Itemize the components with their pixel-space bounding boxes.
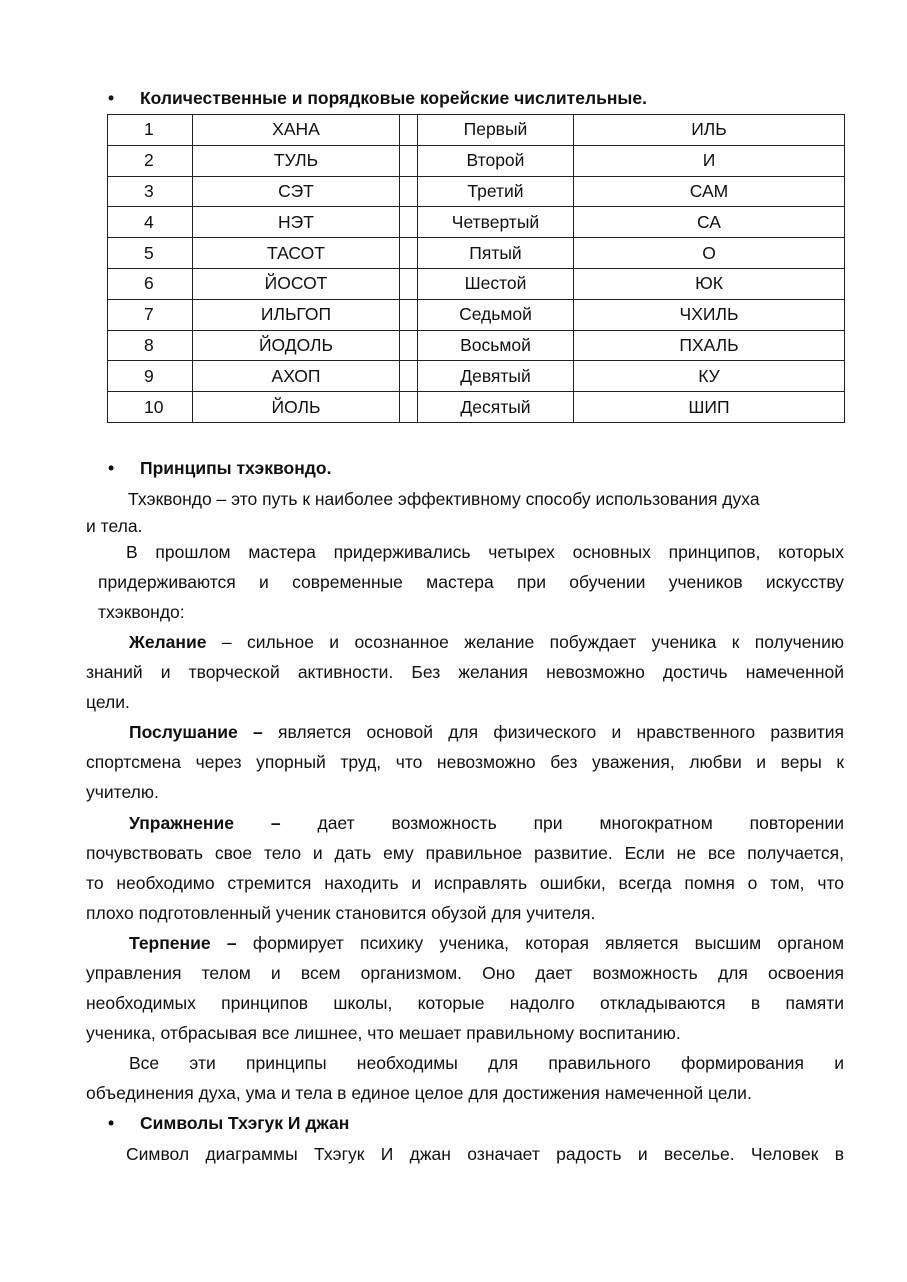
text-line: знаний и творческой активности. Без желания невозможно достичь намеченной [86,662,844,682]
cell-number: 8 [108,330,193,361]
cell-spacer [400,176,418,207]
text-line: В прошлом мастера придерживались четырех основных принципов, которых [126,542,844,562]
cell-korean: СЭТ [193,176,400,207]
heading-text: Количественные и порядковые корейские числительные. [140,88,647,108]
intro-paragraph [86,484,846,541]
past-paragraph [98,537,844,627]
cell-sino: ШИП [574,392,845,423]
cell-sino: СА [574,207,845,238]
text-span: дает возможность при многократном повторении [280,813,845,833]
cell-korean: ЙОЛЬ [193,392,400,423]
cell-ordinal: Пятый [418,238,574,269]
table-row [108,361,845,392]
text-line: и тела. [86,516,143,536]
cell-number: 6 [108,268,193,299]
table-row [108,330,845,361]
cell-ordinal: Седьмой [418,299,574,330]
bullet-icon: • [108,458,115,478]
cell-korean: ТУЛЬ [193,145,400,176]
cell-number: 4 [108,207,193,238]
cell-ordinal: Третий [418,176,574,207]
cell-sino: О [574,238,845,269]
cell-ordinal: Восьмой [418,330,574,361]
cell-number: 5 [108,238,193,269]
text-line: ученика, отбрасывая все лишнее, что мешает правильному воспитанию. [86,1023,681,1043]
cell-ordinal: Шестой [418,268,574,299]
cell-korean: ЙОСОТ [193,268,400,299]
bullet-icon: • [108,1113,115,1133]
cell-korean: НЭТ [193,207,400,238]
heading-text: Символы Тхэгук И джан [140,1113,350,1133]
text-line: спортсмена через упорный труд, что невозможно без уважения, любви и веры к [86,752,844,772]
cell-korean: АХОП [193,361,400,392]
cell-spacer [400,268,418,299]
text-line: объединения духа, ума и тела в единое целое для достижения намеченной цели. [86,1083,752,1103]
text-line: Тхэквондо – это путь к наиболее эффективному способу использования духа [128,489,760,509]
cell-ordinal: Девятый [418,361,574,392]
principle-obedience [86,717,844,807]
text-line: цели. [86,692,130,712]
cell-spacer [400,361,418,392]
cell-korean: ЙОДОЛЬ [193,330,400,361]
cell-korean: ХАНА [193,115,400,146]
cell-ordinal: Десятый [418,392,574,423]
cell-ordinal: Первый [418,115,574,146]
cell-sino: ЧХИЛЬ [574,299,845,330]
text-span: является основой для физического и нравственного развития [262,722,844,742]
cell-sino: ЮК [574,268,845,299]
cell-sino: ИЛЬ [574,115,845,146]
cell-spacer [400,145,418,176]
text-line: необходимых принципов школы, которые надолго откладываются в памяти [86,993,844,1013]
text-line: тхэквондо: [98,602,185,622]
principle-patience [86,928,844,1048]
table-row [108,207,845,238]
text-line: управления телом и всем организмом. Оно дает возможность для освоения [86,963,844,983]
text-line: плохо подготовленный ученик становится обузой для учителя. [86,903,596,923]
table-row [108,145,845,176]
section-heading-numerals [108,88,647,109]
cell-ordinal: Четвертый [418,207,574,238]
table-row [108,238,845,269]
cell-spacer [400,238,418,269]
cell-spacer [400,115,418,146]
bullet-icon: • [108,88,115,108]
text-span: – сильное и осознанное желание побуждает ученика к получению [206,632,844,652]
text-span: формирует психику ученика, которая является высшим органом [236,933,845,953]
cell-spacer [400,392,418,423]
cell-number: 2 [108,145,193,176]
table-row [108,392,845,423]
principle-term: Послушание – [129,722,263,742]
cell-korean: ТАСОТ [193,238,400,269]
cell-number: 3 [108,176,193,207]
text-line: учителю. [86,782,159,802]
text-line: Все эти принципы необходимы для правильного формирования и [129,1053,844,1073]
section-heading-principles [108,458,331,479]
symbols-paragraph [98,1139,844,1169]
cell-number: 1 [108,115,193,146]
table-row [108,115,845,146]
text-line: почувствовать свое тело и дать ему правильное развитие. Если не все получается, [86,843,844,863]
heading-text: Принципы тхэквондо. [140,458,332,478]
table-row [108,299,845,330]
cell-spacer [400,207,418,238]
section-heading-symbols [108,1113,349,1134]
table-row [108,176,845,207]
cell-number: 10 [108,392,193,423]
text-line: то необходимо стремится находить и исправлять ошибки, всегда помня о том, что [86,873,844,893]
cell-sino: ПХАЛЬ [574,330,845,361]
text-line: придерживаются и современные мастера при обучении учеников искусству [98,572,844,592]
text-line: Символ диаграммы Тхэгук И джан означает радость и веселье. Человек в [126,1144,844,1164]
cell-number: 7 [108,299,193,330]
cell-number: 9 [108,361,193,392]
cell-sino: САМ [574,176,845,207]
table-row [108,268,845,299]
principle-term: Упражнение – [129,813,281,833]
principle-desire [86,627,844,717]
cell-ordinal: Второй [418,145,574,176]
cell-sino: КУ [574,361,845,392]
principle-term: Терпение – [129,933,237,953]
numerals-table [107,114,845,423]
all-principles-paragraph [86,1048,844,1108]
cell-korean: ИЛЬГОП [193,299,400,330]
numerals-table-body [108,115,845,423]
cell-spacer [400,330,418,361]
cell-spacer [400,299,418,330]
principle-exercise [86,808,844,928]
principle-term: Желание [129,632,207,652]
cell-sino: И [574,145,845,176]
